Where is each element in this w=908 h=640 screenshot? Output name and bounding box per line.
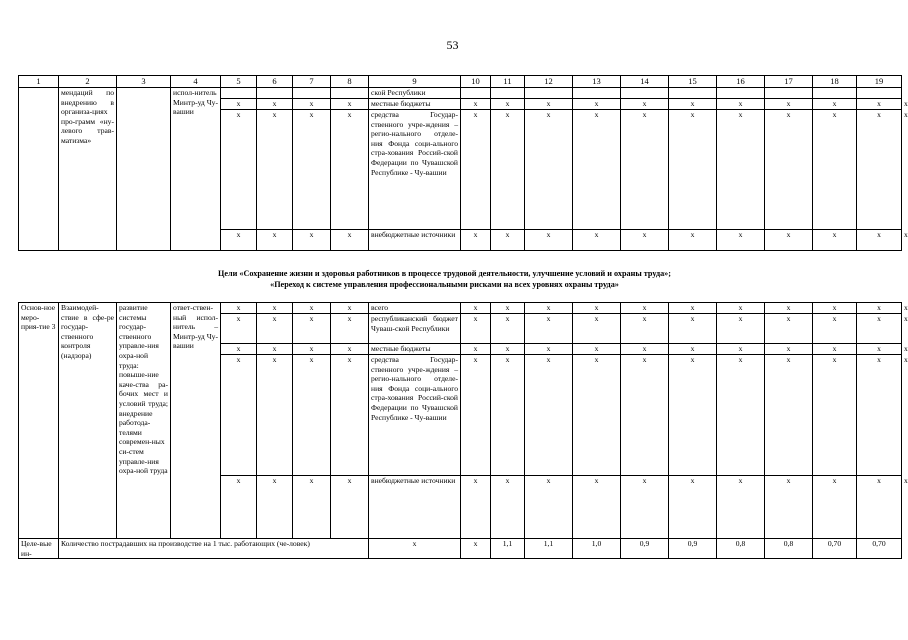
mark-cell: x: [257, 230, 293, 251]
header-cell-7: 7: [293, 76, 331, 88]
mark-cell: x: [573, 230, 621, 251]
indicator-value: 0,9: [669, 539, 717, 559]
mark-cell: x: [717, 110, 765, 230]
header-row: [19, 76, 902, 88]
table-row: x x x x средства Государ-ственного учре-ждения – регио-нального отделе-ния Фонда соци-ального стра-хования Россий-ской Федерации по Чувашской Республике - Чу-вашии x x x x x x x x x x x: [19, 110, 902, 230]
table-row: x x x x местные бюджеты x x x x x x x x x x x: [19, 99, 902, 110]
mark-cell: [257, 88, 293, 99]
mark-cell: [573, 88, 621, 99]
table-row: x x x x внебюджетные источники x x x x x x x x x x x: [19, 230, 902, 251]
mark-cell: x: [857, 355, 902, 476]
mark-cell: x: [257, 344, 293, 355]
mark-cell: [293, 88, 331, 99]
mark-cell: [461, 88, 491, 99]
mark-cell: x: [491, 230, 525, 251]
funding-source: внебюджетные источники: [369, 230, 461, 251]
indicator-value: 0,8: [717, 539, 765, 559]
page-number: 53: [446, 38, 459, 52]
header-cell-3: 3: [117, 76, 171, 88]
mark-cell: x: [621, 314, 669, 344]
mark-cell: x: [461, 99, 491, 110]
funding-source: местные бюджеты: [369, 99, 461, 110]
table-row: [19, 88, 902, 99]
mark-cell: x: [813, 230, 857, 251]
mark-cell: x: [461, 344, 491, 355]
top-col3-cell: [117, 88, 171, 251]
goal-line-2: «Переход к системе управления профессиональными рисками на всех уровнях охраны труда»: [270, 279, 619, 289]
mark-cell: x: [461, 476, 491, 539]
funding-source: ской Республики: [369, 88, 461, 99]
mark-cell: x: [717, 476, 765, 539]
mark-cell: [621, 88, 669, 99]
mark-cell: x: [491, 476, 525, 539]
mark-cell: x: [857, 303, 902, 314]
mark-cell: x: [293, 344, 331, 355]
mark-cell: x: [331, 230, 369, 251]
mark-cell: x: [293, 303, 331, 314]
mark-cell: x: [765, 99, 813, 110]
mark-cell: x: [221, 314, 257, 344]
mark-cell: x: [813, 303, 857, 314]
funding-source: местные бюджеты: [369, 344, 461, 355]
header-cell-19: 19: [857, 76, 902, 88]
mark-cell: x: [221, 303, 257, 314]
header-cell-5: 5: [221, 76, 257, 88]
mark-cell: x: [293, 110, 331, 230]
mark-cell: [221, 88, 257, 99]
mark-cell: x: [717, 344, 765, 355]
mark-cell: x: [573, 314, 621, 344]
table-row: Основ-ное меро-прия-тие 3 Взаимодей-ствие в сфе-ре государ-ственного контроля (надзора) развитие системы государ-ственного управле-ния охра-ной труда: повыше-ние каче-ства ра-бочих мест и условий труда; внедрение работода-телями современ-ных си-стем управле-ния охра-ной труда ответ-ствен-ный испол-нитель – Минтр-уд Чу-вашии x x x x всего x x x x x x x x x x x: [19, 303, 902, 314]
mark-cell: x: [331, 303, 369, 314]
funding-source: всего: [369, 303, 461, 314]
mark-cell: x: [221, 355, 257, 476]
funding-source: внебюджетные источники: [369, 476, 461, 539]
mark-cell: x: [331, 110, 369, 230]
mark-cell: x: [525, 314, 573, 344]
mark-cell: x: [621, 230, 669, 251]
mark-cell: x: [857, 476, 902, 539]
header-cell-1: 1: [19, 76, 59, 88]
mark-cell: [669, 88, 717, 99]
indicator-value: 0,9: [621, 539, 669, 559]
mark-cell: x: [813, 355, 857, 476]
mark-cell: x: [765, 314, 813, 344]
mark-cell: x: [669, 303, 717, 314]
mark-cell: x: [293, 230, 331, 251]
mark-cell: x: [257, 110, 293, 230]
header-cell-18: 18: [813, 76, 857, 88]
mark-cell: x: [669, 344, 717, 355]
mark-cell: x: [621, 99, 669, 110]
mark-cell: x: [573, 110, 621, 230]
mark-cell: [717, 88, 765, 99]
mark-cell: x: [717, 314, 765, 344]
mark-cell: x: [525, 230, 573, 251]
indicator-value: 0,70: [813, 539, 857, 559]
mark-cell: x: [491, 355, 525, 476]
mark-cell: x: [857, 314, 902, 344]
mark-cell: x: [461, 355, 491, 476]
header-cell-8: 8: [331, 76, 369, 88]
mark-cell: x: [491, 110, 525, 230]
mark-cell: [765, 88, 813, 99]
mark-cell: x: [621, 303, 669, 314]
mark-cell: x: [669, 355, 717, 476]
mark-cell: x: [857, 110, 902, 230]
mark-cell: x: [765, 476, 813, 539]
table-row: x x x x республиканский бюджет Чуваш-ской Республики x x x x x x x x x x x: [19, 314, 902, 344]
mark-cell: x: [331, 355, 369, 476]
mark-cell: x: [257, 99, 293, 110]
header-cell-4: 4: [171, 76, 221, 88]
mark-cell: x: [765, 230, 813, 251]
mark-cell: x: [717, 303, 765, 314]
mark-cell: x: [221, 99, 257, 110]
mark-cell: x: [669, 476, 717, 539]
mark-cell: x: [573, 344, 621, 355]
mark-cell: x: [331, 344, 369, 355]
mark-cell: x: [221, 110, 257, 230]
responsible-executor: ответ-ствен-ный испол-нитель – Минтр-уд Чу-вашии: [171, 303, 221, 539]
header-cell-9: 9: [369, 76, 461, 88]
mark-cell: x: [293, 476, 331, 539]
indicator-row: [19, 539, 902, 559]
indicator-value: 0,70: [857, 539, 902, 559]
mark-cell: x: [813, 476, 857, 539]
mark-cell: x: [621, 344, 669, 355]
indicator-text: Количество пострадавших на производстве на 1 тыс. работающих (че-ловек): [59, 539, 369, 559]
mark-cell: x: [765, 344, 813, 355]
mark-cell: x: [765, 303, 813, 314]
header-cell-10: 10: [461, 76, 491, 88]
goal-line-1: Цели «Сохранение жизни и здоровья работников в процессе трудовой деятельности, улучшение условий и охраны труда»;: [217, 269, 671, 278]
mark-cell: x: [717, 99, 765, 110]
mark-cell: x: [669, 110, 717, 230]
indicator-value: 1,0: [573, 539, 621, 559]
indicator-label: Целе-вые ин-: [19, 539, 59, 559]
mark-cell: x: [621, 355, 669, 476]
indicator-value: 1,1: [525, 539, 573, 559]
mark-cell: x: [491, 344, 525, 355]
goals-heading: [18, 269, 871, 290]
top-col1-cell: [19, 88, 59, 251]
mark-cell: x: [491, 303, 525, 314]
mark-cell: x: [813, 99, 857, 110]
activity-name: Взаимодей-ствие в сфе-ре государ-ственного контроля (надзора): [59, 303, 117, 539]
mark-cell: x: [331, 99, 369, 110]
header-cell-14: 14: [621, 76, 669, 88]
mark-cell: x: [573, 355, 621, 476]
table-row: x x x x местные бюджеты x x x x x x x x x x x: [19, 344, 902, 355]
mark-cell: x: [257, 314, 293, 344]
mark-cell: x: [221, 476, 257, 539]
mark-cell: x: [621, 110, 669, 230]
mark-cell: [525, 88, 573, 99]
header-cell-17: 17: [765, 76, 813, 88]
header-cell-6: 6: [257, 76, 293, 88]
program-table-top: [18, 75, 908, 251]
header-cell-2: 2: [59, 76, 117, 88]
mark-cell: x: [525, 303, 573, 314]
mark-cell: x: [257, 355, 293, 476]
indicator-value: 1,1: [491, 539, 525, 559]
mark-cell: x: [461, 303, 491, 314]
mark-cell: x: [669, 314, 717, 344]
mark-cell: x: [331, 476, 369, 539]
mark-cell: x: [573, 303, 621, 314]
mark-cell: x: [813, 110, 857, 230]
mark-cell: x: [491, 314, 525, 344]
mark-cell: x: [293, 314, 331, 344]
mark-cell: x: [669, 99, 717, 110]
indicator-value: x: [461, 539, 491, 559]
main-activity-label: Основ-ное меро-прия-тие 3: [19, 303, 59, 539]
mark-cell: x: [461, 230, 491, 251]
mark-cell: x: [669, 230, 717, 251]
funding-source: средства Государ-ственного учре-ждения – регио-нального отделе-ния Фонда соци-ального стра-хования Россий-ской Федерации по Чувашской Республике - Чу-вашии: [369, 110, 461, 230]
mark-cell: x: [491, 99, 525, 110]
mark-cell: [813, 88, 857, 99]
mark-cell: x: [573, 476, 621, 539]
top-measure-name: мендаций по внедрению в организа-циях про-грамм «ну-левого трав-матизма»: [59, 88, 117, 251]
mark-cell: x: [257, 303, 293, 314]
mark-cell: x: [525, 355, 573, 476]
mark-cell: x: [717, 230, 765, 251]
table-row: x x x x внебюджетные источники x x x x x x x x x x x: [19, 476, 902, 539]
mark-cell: x: [717, 355, 765, 476]
table-row: x x x x средства Государ-ственного учре-ждения – регио-нального отделе-ния Фонда соци-ального стра-хования Россий-ской Федерации по Чувашской Республике - Чу-вашии x x x x x x x x x x x: [19, 355, 902, 476]
mark-cell: [857, 88, 902, 99]
mark-cell: [331, 88, 369, 99]
header-cell-13: 13: [573, 76, 621, 88]
mark-cell: x: [293, 99, 331, 110]
mark-cell: x: [813, 314, 857, 344]
mark-cell: x: [293, 355, 331, 476]
funding-source: республиканский бюджет Чуваш-ской Республики: [369, 314, 461, 344]
mark-cell: x: [765, 110, 813, 230]
mark-cell: x: [525, 110, 573, 230]
mark-cell: x: [621, 476, 669, 539]
mark-cell: x: [331, 314, 369, 344]
mark-cell: x: [221, 230, 257, 251]
mark-cell: x: [525, 99, 573, 110]
mark-cell: x: [525, 344, 573, 355]
indicator-value: 0,8: [765, 539, 813, 559]
program-table-bottom: [18, 302, 908, 559]
mark-cell: x: [573, 99, 621, 110]
activity-description: развитие системы государ-ственного управле-ния охра-ной труда: повыше-ние каче-ства ра-бочих мест и условий труда; внедрение работода-телями современ-ных си-стем управле-ния охра-ной труда: [117, 303, 171, 539]
header-cell-12: 12: [525, 76, 573, 88]
mark-cell: x: [461, 314, 491, 344]
header-cell-16: 16: [717, 76, 765, 88]
indicator-col9: x: [369, 539, 461, 559]
mark-cell: x: [221, 344, 257, 355]
mark-cell: x: [857, 99, 902, 110]
header-cell-15: 15: [669, 76, 717, 88]
mark-cell: x: [257, 476, 293, 539]
mark-cell: x: [765, 355, 813, 476]
mark-cell: x: [857, 344, 902, 355]
mark-cell: x: [857, 230, 902, 251]
mark-cell: x: [525, 476, 573, 539]
mark-cell: [491, 88, 525, 99]
mark-cell: x: [813, 344, 857, 355]
top-executor: испол-нитель Минтр-уд Чу-вашии: [171, 88, 221, 251]
mark-cell: x: [461, 110, 491, 230]
header-cell-11: 11: [491, 76, 525, 88]
funding-source: средства Государ-ственного учре-ждения – регио-нального отделе-ния Фонда соци-ального стра-хования Россий-ской Федерации по Чувашской Республике - Чу-вашии: [369, 355, 461, 476]
